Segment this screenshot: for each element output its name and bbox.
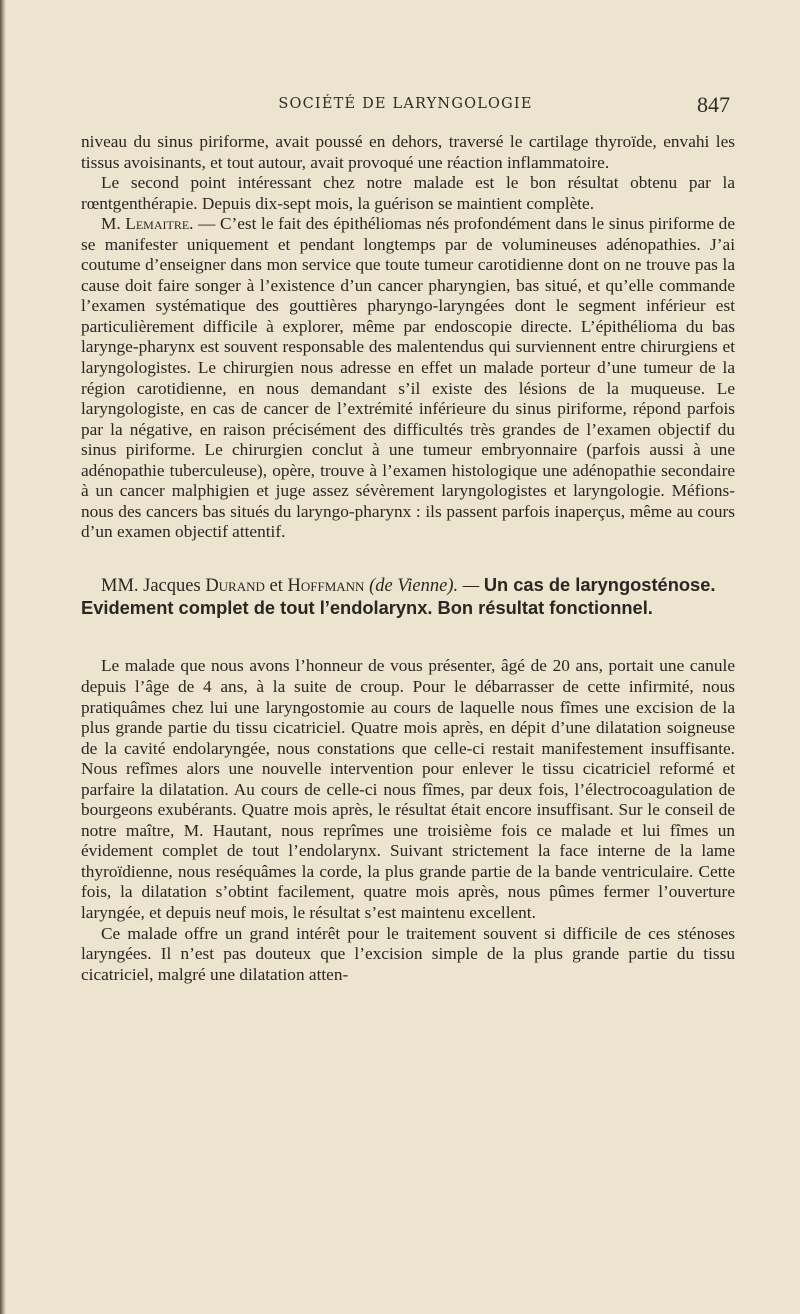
speaker-prefix: M. <box>101 214 126 234</box>
article-paragraph-discussion: Ce malade offre un grand intérêt pour le traitement souvent si difficile de ces sténoses laryngées. Il n’est pas douteux que l’excision simple de la plus grande partie du tissu cicatriciel, malgré une dilatation atten- <box>81 923 735 984</box>
paragraph-radiotherapy: Le second point intéressant chez notre malade est le bon résultat obtenu par la rœntgenthérapie. Depuis dix-sept mois, la guérison se maintient complète. <box>81 173 735 213</box>
author-origin: (de Vienne). — <box>364 575 484 596</box>
running-title: SOCIÉTÉ DE LARYNGOLOGIE <box>278 96 533 112</box>
author-durand: Durand <box>205 575 265 596</box>
authors-prefix: MM. Jacques <box>101 575 206 596</box>
page-header <box>81 92 730 128</box>
article-heading <box>81 574 735 620</box>
lemaitre-remarks: . — C’est le fait des épithéliomas nés profondément dans le sinus piriforme de se manifester uniquement et pendant longtemps par de volumineuses adénopathies. J’ai coutume d’enseigner dans mon service que toute tumeur carotidienne dont on ne trouve pas la cause doit faire songer à l’existence d’un cancer pharyngien, bas situé, et qu’elle commande l’examen systématique des gouttières pharyngo-laryngées dont le segment inférieur est particulièrement difficile à explorer, même par endoscopie directe. L’épithélioma du bas larynge-pharynx est souvent responsable des malentendus qui surviennent entre chirurgiens et laryngologistes. Le chirurgien nous adresse en effet un malade porteur d’une tumeur de la région carotidienne, en nous demandant s’il existe des lésions de la muqueuse. Le laryngologiste, en cas de cancer de l’extrémité inférieure du sinus piriforme, répond parfois par la négative, en raison précisément des difficultés très grandes de l’examen objectif du sinus piriforme. Le chirurgien conclut à une tumeur embryonnaire (parfois aussi à une adénopathie tuberculeuse), opère, trouve à l’examen histologique une adénopathie secondaire à un cancer malphigien et juge assez sévèrement laryngologistes et laryngologie. Méfions-nous des cancers bas situés du laryngo-pharynx : ils passent parfois inaperçus, même au cours d’un examen objectif attentif. <box>81 214 735 542</box>
author-hoffmann: Hoffmann <box>287 575 365 596</box>
authors-conjunction: et <box>264 575 288 596</box>
page-number: 847 <box>697 92 730 117</box>
body-text <box>81 132 735 985</box>
article-paragraph-case: Le malade que nous avons l’honneur de vous présenter, âgé de 20 ans, portait une canule depuis l’âge de 4 ans, à la suite de croup. Pour le débarrasser de cette infirmité, nous pratiquâmes chez lui une laryngostomie au cours de laquelle nous fîmes une excision de la plus grande partie du tissu cicatriciel. Quatre mois après, en dépit d’une dilatation soigneuse de la cavité endolaryngée, nous constations que celle-ci restait manifestement insuffisante. Nous refîmes alors une nouvelle intervention pour enlever le tissu cicatriciel reformé et parfaire la dilatation. Au cours de celle-ci nous fîmes, par deux fois, l’électrocoagulation de bourgeons exubérants. Quatre mois après, le résultat était encore insuffisant. Sur le conseil de notre maître, M. Hautant, nous reprîmes une troisième fois ce malade et lui fîmes un évidement complet de tout l’endolarynx. Suivant strictement la face interne de la lame thyroïdienne, nous reséquâmes la corde, la plus grande partie de la bande ventriculaire. Cette fois, la dilatation s’obtint facilement, quatre mois après, nous pûmes fermer l’ouverture laryngée, et depuis neuf mois, le résultat s’est maintenu excellent. <box>81 656 735 922</box>
paragraph-continued: niveau du sinus piriforme, avait poussé en dehors, traversé le cartilage thyroïde, envahi les tissus avoisinants, et tout autour, avait provoqué une réaction inflammatoire. <box>81 132 735 172</box>
speaker-name: Lemaitre <box>125 214 190 234</box>
paragraph-lemaitre <box>81 214 735 543</box>
spacer <box>81 638 735 656</box>
page-edge <box>0 0 6 1314</box>
article-title: Un cas de laryngosténose. Evidement complet de tout l’endolarynx. Bon résultat fonctionnel. <box>81 573 716 618</box>
